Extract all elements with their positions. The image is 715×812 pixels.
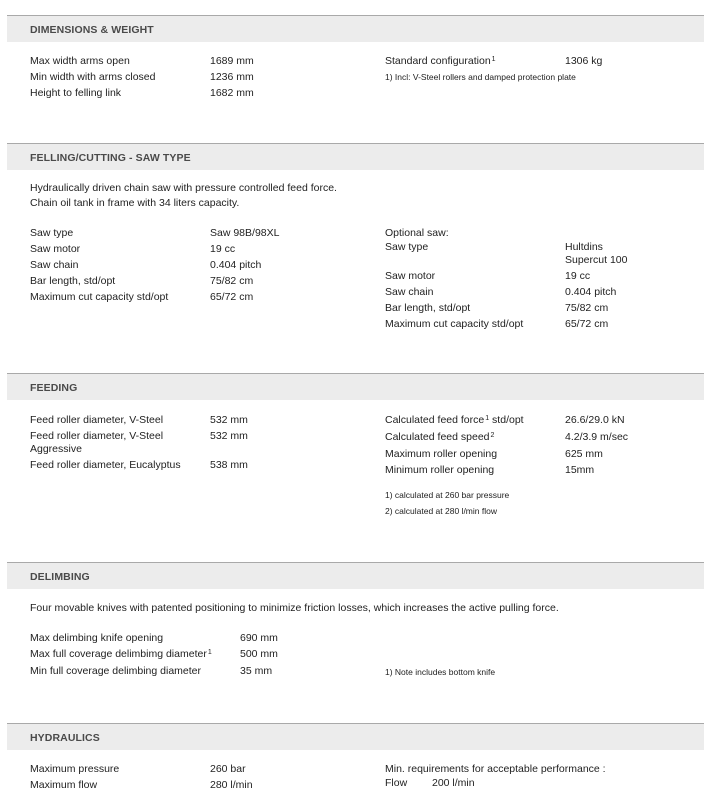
spec-label: Saw motor xyxy=(385,270,436,282)
section-title: FELLING/CUTTING - SAW TYPE xyxy=(30,152,191,164)
spec-label: Maximum roller opening xyxy=(385,448,498,460)
spec-label: Maximum cut capacity std/opt xyxy=(385,318,524,330)
optional-saw-title: Optional saw: xyxy=(385,227,449,239)
spec-label: Saw chain xyxy=(385,286,434,298)
spec-value: 1689 mm xyxy=(210,55,254,67)
spec-value: 65/72 cm xyxy=(210,291,254,303)
spec-value: 0.404 pitch xyxy=(565,286,617,298)
spec-value: Supercut 100 xyxy=(565,254,628,266)
spec-value: 1236 mm xyxy=(210,71,254,83)
spec-label: Bar length, std/opt xyxy=(385,302,471,314)
spec-value: Saw 98B/98XL xyxy=(210,227,280,239)
section-title: DIMENSIONS & WEIGHT xyxy=(30,24,154,36)
section-title: HYDRAULICS xyxy=(30,732,100,744)
spec-value: 75/82 cm xyxy=(565,302,609,314)
spec-label: Saw motor xyxy=(30,243,81,255)
spec-value: 690 mm xyxy=(240,632,278,644)
section-header-feeding xyxy=(7,373,704,400)
spec-label: Saw type xyxy=(385,241,429,253)
spec-value: 532 mm xyxy=(210,414,248,426)
spec-value: Hultdins xyxy=(565,241,603,253)
spec-label: Feed roller diameter, V-Steel xyxy=(30,414,164,426)
spec-value: 500 mm xyxy=(240,648,278,660)
footnote: 2) calculated at 280 l/min flow xyxy=(385,506,497,516)
spec-value: 35 mm xyxy=(240,665,273,677)
section-header-dimensions xyxy=(7,15,704,42)
spec-value: 19 cc xyxy=(210,243,236,255)
footnote: 1) calculated at 260 bar pressure xyxy=(385,490,510,500)
section-description: Four movable knives with patented positioning to minimize friction losses, which increases the active pulling force. xyxy=(30,602,559,614)
spec-label: Maximum cut capacity std/opt xyxy=(30,291,169,303)
spec-value: 26.6/29.0 kN xyxy=(565,414,625,426)
spec-value: 1306 kg xyxy=(565,55,603,67)
section-header-delimbing xyxy=(7,562,704,589)
spec-label: Flow xyxy=(385,777,408,789)
spec-value: 19 cc xyxy=(565,270,591,282)
spec-value: 0.404 pitch xyxy=(210,259,262,271)
spec-value: 260 bar xyxy=(210,763,246,775)
spec-value: 538 mm xyxy=(210,459,248,471)
spec-label: Calculated feed speed$^2$ xyxy=(385,431,495,443)
spec-label: Aggressive xyxy=(30,443,82,455)
spec-value: 15mm xyxy=(565,464,595,476)
spec-label: Min width with arms closed xyxy=(30,71,156,83)
spec-label: Max delimbing knife opening xyxy=(30,632,164,644)
spec-label: Max full coverage delimbimg diameter$^1$ xyxy=(30,648,212,660)
spec-value: 75/82 cm xyxy=(210,275,254,287)
section-header-hydraulics xyxy=(7,723,704,750)
spec-label: Feed roller diameter, Eucalyptus xyxy=(30,459,181,471)
spec-label: Min full coverage delimbing diameter xyxy=(30,665,201,677)
spec-value: 625 mm xyxy=(565,448,603,460)
spec-label: Saw chain xyxy=(30,259,79,271)
spec-label: Calculated feed force$^1$ std/opt xyxy=(385,414,524,426)
spec-value: 1682 mm xyxy=(210,87,254,99)
spec-label: Maximum pressure xyxy=(30,763,120,775)
spec-label: Saw type xyxy=(30,227,74,239)
spec-value: 200 l/min xyxy=(432,777,475,789)
spec-label: Minimum roller opening xyxy=(385,464,495,476)
spec-value: 65/72 cm xyxy=(565,318,609,330)
spec-label: Maximum flow xyxy=(30,779,98,791)
section-header-felling xyxy=(7,143,704,170)
spec-value: 280 l/min xyxy=(210,779,253,791)
spec-label: Height to felling link xyxy=(30,87,122,99)
section-title: DELIMBING xyxy=(30,571,90,583)
spec-label: Max width arms open xyxy=(30,55,130,67)
section-title: FEEDING xyxy=(30,382,78,394)
section-description: Chain oil tank in frame with 34 liters capacity. xyxy=(30,197,240,209)
spec-label: Standard configuration$^1$ xyxy=(385,55,496,67)
spec-value: 4.2/3.9 m/sec xyxy=(565,431,629,443)
footnote: 1) Incl: V-Steel rollers and damped protection plate xyxy=(385,72,576,82)
footnote: 1) Note includes bottom knife xyxy=(385,667,496,677)
section-description: Hydraulically driven chain saw with pressure controlled feed force. xyxy=(30,182,337,194)
spec-label: Bar length, std/opt xyxy=(30,275,116,287)
requirements-title: Min. requirements for acceptable performance : xyxy=(385,763,606,775)
spec-value: 532 mm xyxy=(210,430,248,442)
spec-label: Feed roller diameter, V-Steel xyxy=(30,430,164,442)
